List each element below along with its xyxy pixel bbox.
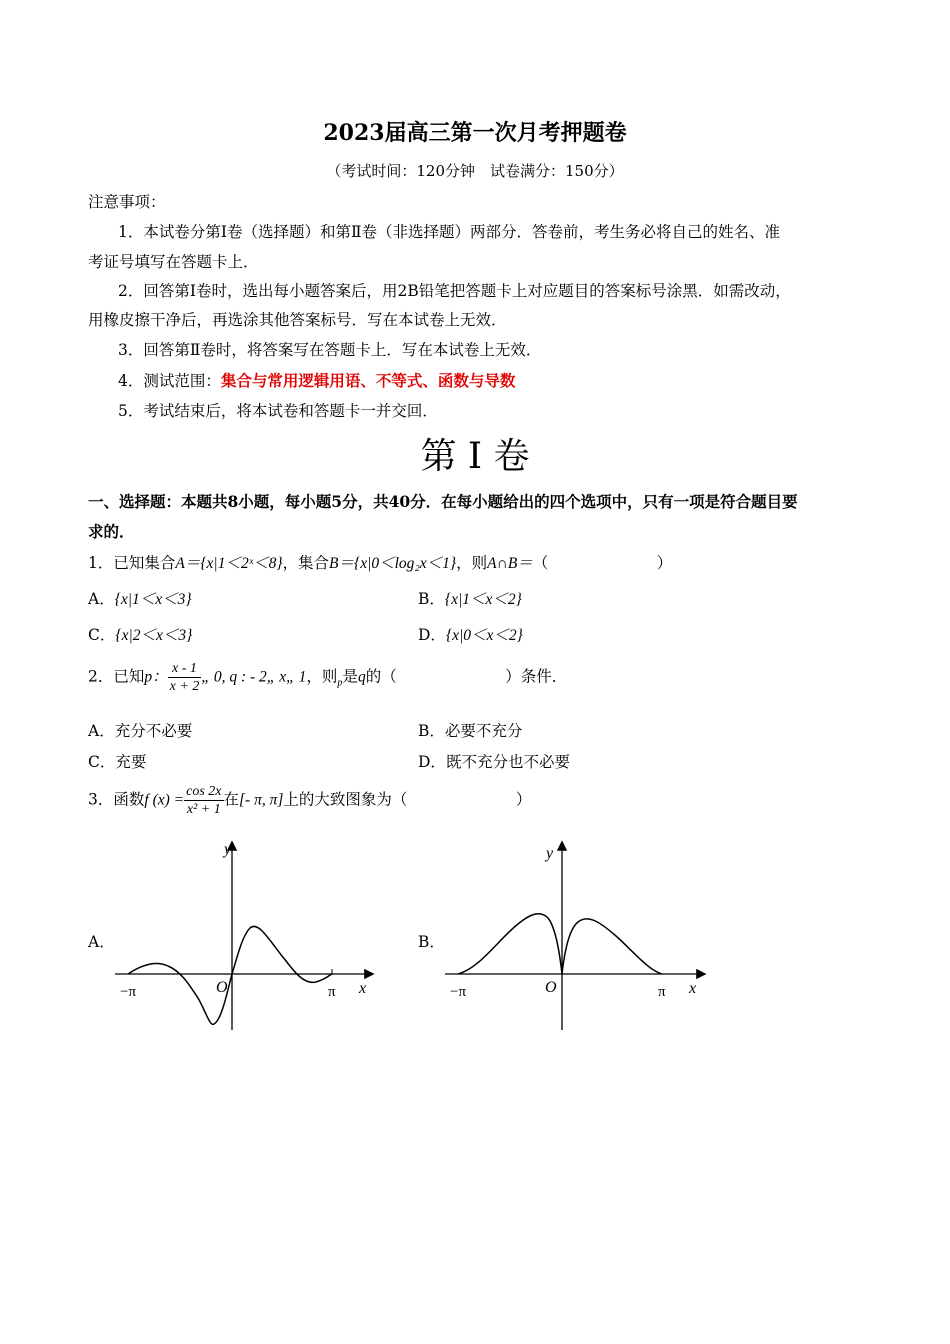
graph-b-curve: [458, 914, 662, 974]
q2-option-d[interactable]: [418, 750, 570, 772]
q3-number: 3．: [88, 790, 114, 809]
q1-option-d[interactable]: [418, 623, 523, 645]
q1-option-b[interactable]: [418, 587, 522, 609]
q1-text-1: 已知集合: [113, 554, 176, 572]
graph-b-origin-label: O: [545, 979, 557, 996]
question-2-stem: [88, 660, 567, 695]
q3-option-a-label[interactable]: A．: [88, 933, 115, 951]
section-1-line-2: 求的．: [88, 522, 135, 541]
q2-option-c-text: 充要: [115, 753, 147, 771]
q2-option-a[interactable]: [88, 719, 192, 741]
q2-fraction: [168, 660, 202, 695]
q3-graph-b[interactable]: [440, 838, 710, 1038]
q2-text-4: 的（ ）条件．: [365, 667, 568, 686]
q2-p-subscript: p: [337, 677, 343, 689]
q1-option-b-text: {x|1＜x＜2}: [444, 591, 522, 608]
q2-option-b[interactable]: [418, 719, 522, 741]
graph-a-x-label: x: [359, 980, 367, 997]
q3-fraction: [184, 783, 223, 818]
graph-a-curve: [128, 926, 332, 1024]
note-2-line-2: 用橡皮擦干净后，再选涂其他答案标号．写在本试卷上无效．: [88, 311, 507, 329]
graph-a-pi-label: π: [328, 984, 336, 1000]
q1-option-a-text: {x|1＜x＜3}: [114, 591, 192, 608]
q3-fraction-denominator: x² + 1: [186, 802, 221, 817]
q1-set-a: A＝{x|1＜2ˣ＜8}: [175, 555, 283, 572]
exam-title: 2023届高三第一次月考押题卷: [323, 120, 627, 146]
note-1-line-1: 1．本试卷分第Ⅰ卷（选择题）和第Ⅱ卷（非选择题）两部分．答卷前，考生务必将自己的姓名、准: [118, 223, 781, 241]
notes-heading: 注意事项：: [88, 193, 166, 211]
q1-option-d-text: {x|0＜x＜2}: [445, 627, 523, 644]
q1-option-a-label: A．: [88, 590, 115, 608]
q1-option-c-label: C．: [88, 626, 116, 644]
graph-b-y-label: y: [546, 845, 554, 862]
q1-option-a[interactable]: [88, 587, 192, 609]
q3-fraction-numerator: cos 2x: [186, 784, 222, 799]
q2-text-2: ，则: [306, 667, 338, 686]
q2-option-a-label: A．: [88, 722, 115, 740]
q2-q-var: q: [357, 668, 366, 686]
note-4-scope: 集合与常用逻辑用语、不等式、函数与导数: [220, 371, 516, 390]
graph-a-y-label: y: [224, 841, 232, 858]
graph-a-neg-pi-label: −π: [120, 984, 137, 1000]
q3-function: f (x) =: [144, 791, 185, 809]
q1-expression: A∩B＝: [487, 555, 533, 572]
q2-text-1: 已知: [113, 667, 145, 686]
exam-subtitle: （考试时间：120分钟 试卷满分：150分）: [326, 162, 624, 180]
q3-interval: [- π, π]: [239, 791, 284, 809]
q2-option-c-label: C．: [88, 753, 116, 771]
note-1-line-2: 考证号填写在答题卡上．: [88, 253, 259, 271]
q1-option-c[interactable]: [88, 623, 192, 645]
graph-b-neg-pi-label: −π: [450, 984, 467, 1000]
q2-option-c[interactable]: [88, 750, 146, 772]
q3-graph-a[interactable]: [110, 838, 380, 1038]
q3-option-b-label[interactable]: B．: [418, 933, 445, 951]
q3-text-3: 上的大致图象为（ ）: [283, 790, 532, 809]
q1-option-b-label: B．: [418, 590, 445, 608]
q2-p-label: p：: [144, 668, 168, 686]
note-4-prefix: 4．测试范围：: [118, 372, 221, 390]
volume-title: 第 I 卷: [420, 436, 530, 477]
q2-text-3: 是: [342, 667, 358, 686]
question-3-stem: [88, 783, 531, 818]
q1-text-2: ，集合: [282, 554, 330, 572]
graph-a-origin-label: O: [216, 979, 228, 996]
note-4: [118, 369, 515, 391]
question-1-stem: [88, 551, 672, 573]
q3-text-2: 在: [223, 790, 240, 809]
q1-set-b: B＝{x|0＜log₂x＜1}: [329, 555, 457, 572]
q2-option-b-text: 必要不充分: [444, 722, 523, 740]
note-3: 3．回答第Ⅱ卷时，将答案写在答题卡上．写在本试卷上无效．: [118, 341, 542, 359]
q2-option-d-text: 既不充分也不必要: [445, 753, 570, 771]
q2-number: 2．: [88, 667, 114, 686]
q2-option-d-label: D．: [418, 753, 446, 771]
q3-text-1: 函数: [113, 790, 145, 809]
q1-text-3: ，则: [456, 554, 488, 572]
graph-b-x-label: x: [689, 980, 697, 997]
q2-option-a-text: 充分不必要: [114, 722, 193, 740]
q1-answer-paren: （ ）: [532, 554, 673, 572]
q2-fraction-denominator: x + 2: [169, 679, 200, 694]
section-1-line-1: 一、选择题：本题共8小题，每小题5分，共40分．在每小题给出的四个选项中，只有一项是符合题目要: [88, 492, 798, 511]
note-2-line-1: 2．回答第Ⅰ卷时，选出每小题答案后，用2B铅笔把答题卡上对应题目的答案标号涂黑．如需改动，: [118, 282, 791, 300]
q1-option-d-label: D．: [418, 626, 446, 644]
q2-fraction-numerator: x - 1: [168, 660, 202, 678]
q1-number: 1．: [88, 554, 114, 572]
note-5: 5．考试结束后，将本试卷和答题卡一并交回．: [118, 402, 438, 420]
graph-b-pi-label: π: [658, 984, 666, 1000]
q2-option-b-label: B．: [418, 722, 445, 740]
q1-option-c-text: {x|2＜x＜3}: [115, 627, 193, 644]
q2-condition: „ 0, q : - 2„ x„ 1: [201, 668, 307, 686]
